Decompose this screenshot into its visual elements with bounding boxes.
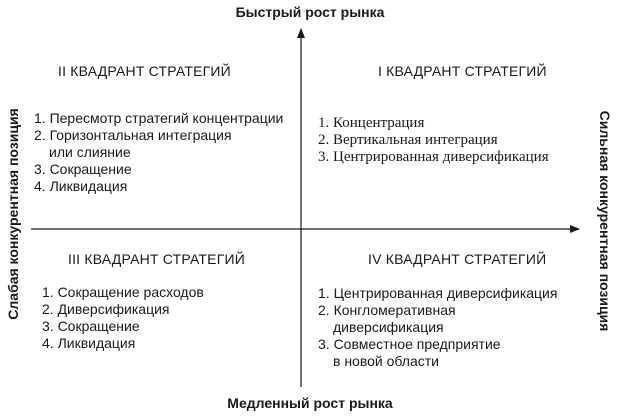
quadrant-3-title: III КВАДРАНТ СТРАТЕГИЙ	[68, 251, 246, 267]
quadrant-4-title: IV КВАДРАНТ СТРАТЕГИЙ	[368, 251, 547, 267]
list-item: 1. Сокращение расходов	[42, 284, 204, 300]
list-item: или слияние	[49, 144, 131, 160]
list-item: 3. Сокращение	[34, 161, 132, 177]
list-item: 2. Конгломеративная	[318, 302, 456, 318]
quadrant-1-title: I КВАДРАНТ СТРАТЕГИЙ	[378, 63, 547, 79]
list-item: 3. Совместное предприятие	[318, 336, 501, 352]
list-item: диверсификация	[333, 319, 444, 335]
axis-label-bottom: Медленный рост рынка	[227, 395, 393, 411]
list-item: 2. Вертикальная интеграция	[318, 132, 498, 148]
list-item: 1. Концентрация	[318, 115, 425, 131]
list-item: 1. Центрированная диверсификация	[318, 285, 558, 301]
quadrant-2-title: II КВАДРАНТ СТРАТЕГИЙ	[58, 63, 231, 79]
axis-label-left: Слабая конкурентная позиция	[5, 108, 21, 320]
quadrant-3-list	[42, 284, 204, 352]
list-item: 4. Ликвидация	[34, 178, 128, 194]
axis-label-right: Сильная конкурентная позиция	[597, 110, 613, 332]
list-item: 2. Горизонтальная интеграция	[34, 127, 232, 143]
list-item: 1. Пересмотр стратегий концентрации	[34, 110, 284, 126]
list-item: 3. Сокращение	[42, 318, 140, 334]
quadrant-4-list	[318, 285, 557, 370]
list-item: 4. Ликвидация	[42, 335, 136, 351]
list-item: в новой области	[333, 353, 439, 369]
quadrant-1-list	[318, 115, 549, 166]
axis-label-top: Быстрый рост рынка	[235, 4, 385, 20]
quadrant-2-list	[34, 110, 283, 195]
list-item: 3. Центрированная диверсификация	[318, 149, 549, 165]
list-item: 2. Диверсификация	[42, 301, 170, 317]
